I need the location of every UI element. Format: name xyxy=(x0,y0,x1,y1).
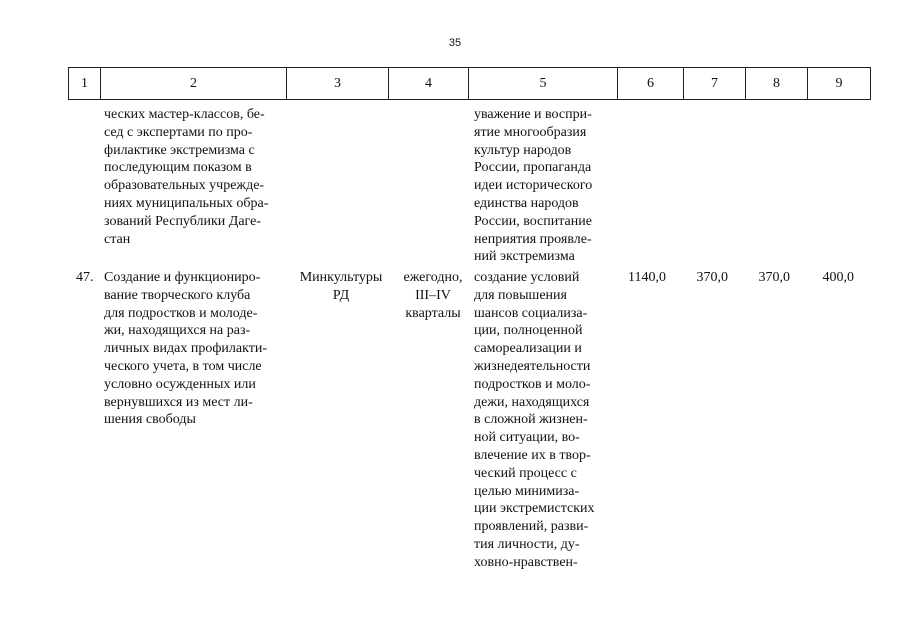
text-line: шения свободы xyxy=(104,412,196,428)
continuation-expected-result xyxy=(474,106,608,266)
text-line: шансов социализа- xyxy=(474,305,588,321)
text-line: единства народов xyxy=(474,195,579,211)
execution-period xyxy=(395,269,471,322)
text-line: вание творческого клуба xyxy=(104,287,251,303)
header-col-8: 8 xyxy=(746,68,808,100)
text-line: дежи, находящихся xyxy=(474,394,590,410)
text-line: для подростков и молоде- xyxy=(104,305,258,321)
text-line: ховно-нравствен- xyxy=(474,554,578,570)
text-line: влечение их в твор- xyxy=(474,447,591,463)
header-col-6: 6 xyxy=(618,68,684,100)
header-col-1: 1 xyxy=(69,68,101,100)
text-line: образовательных учрежде- xyxy=(104,178,265,194)
page-number: 35 xyxy=(448,37,462,49)
text-line: личных видах профилакти- xyxy=(104,341,268,357)
text-line: ятие многообразия xyxy=(474,124,587,140)
text-line: вернувшихся из мест ли- xyxy=(104,394,253,410)
text-line: ции экстремистских xyxy=(474,501,595,517)
funding-total: 1140,0 xyxy=(628,270,666,285)
header-col-9: 9 xyxy=(808,68,871,100)
text-line: создание условий xyxy=(474,270,580,285)
header-col-3: 3 xyxy=(287,68,389,100)
header-col-7: 7 xyxy=(684,68,746,100)
text-line: последующим показом в xyxy=(104,160,252,176)
funding-year-2: 370,0 xyxy=(758,270,790,285)
text-line: для повышения xyxy=(474,287,567,303)
text-line: неприятия проявле- xyxy=(474,231,592,247)
text-line: уважение и воспри- xyxy=(474,107,592,122)
header-col-2: 2 xyxy=(101,68,287,100)
text-line: жизнедеятельности xyxy=(474,358,591,374)
text-line: идеи исторического xyxy=(474,178,593,194)
text-line: ции, полноценной xyxy=(474,323,583,339)
text-line: филактике экстремизма с xyxy=(104,142,255,158)
header-col-5: 5 xyxy=(469,68,618,100)
text-line: в сложной жизнен- xyxy=(474,412,588,428)
text-line: III–IV xyxy=(415,287,451,303)
text-line: проявлений, разви- xyxy=(474,519,589,535)
text-line: ний экстремизма xyxy=(474,249,575,265)
text-line: целью минимиза- xyxy=(474,483,580,499)
header-col-4: 4 xyxy=(389,68,469,100)
text-line: Минкультуры xyxy=(299,270,383,285)
text-line: ческого учета, в том числе xyxy=(104,358,262,374)
responsible-executor xyxy=(290,269,392,305)
text-line: условно осужденных или xyxy=(104,376,256,392)
expected-result xyxy=(474,269,608,572)
text-line: ниях муниципальных обра- xyxy=(104,195,269,211)
row-number: 47. xyxy=(76,270,94,285)
text-line: ческих мастер-классов, бе- xyxy=(104,107,265,122)
text-line: России, пропаганда xyxy=(474,160,592,176)
text-line: РД xyxy=(332,287,350,303)
text-line: тия личности, ду- xyxy=(474,536,580,552)
text-line: ческий процесс с xyxy=(474,465,577,481)
text-line: самореализации и xyxy=(474,341,582,357)
text-line: кварталы xyxy=(405,305,461,321)
text-line: культур народов xyxy=(474,142,572,158)
text-line: ной ситуации, во- xyxy=(474,430,580,446)
event-description xyxy=(104,269,286,429)
text-line: ежегодно, xyxy=(403,270,463,285)
text-line: жи, находящихся на раз- xyxy=(104,323,251,339)
text-line: подростков и моло- xyxy=(474,376,591,392)
funding-year-1: 370,0 xyxy=(696,270,728,285)
text-line: стан xyxy=(104,231,131,247)
continuation-event-description xyxy=(104,106,284,248)
column-number-header xyxy=(68,67,871,100)
funding-year-3: 400,0 xyxy=(822,270,854,285)
text-line: зований Республики Даге- xyxy=(104,213,261,229)
text-line: сед с экспертами по про- xyxy=(104,124,253,140)
text-line: России, воспитание xyxy=(474,213,592,229)
text-line: Создание и функциониро- xyxy=(104,270,261,285)
